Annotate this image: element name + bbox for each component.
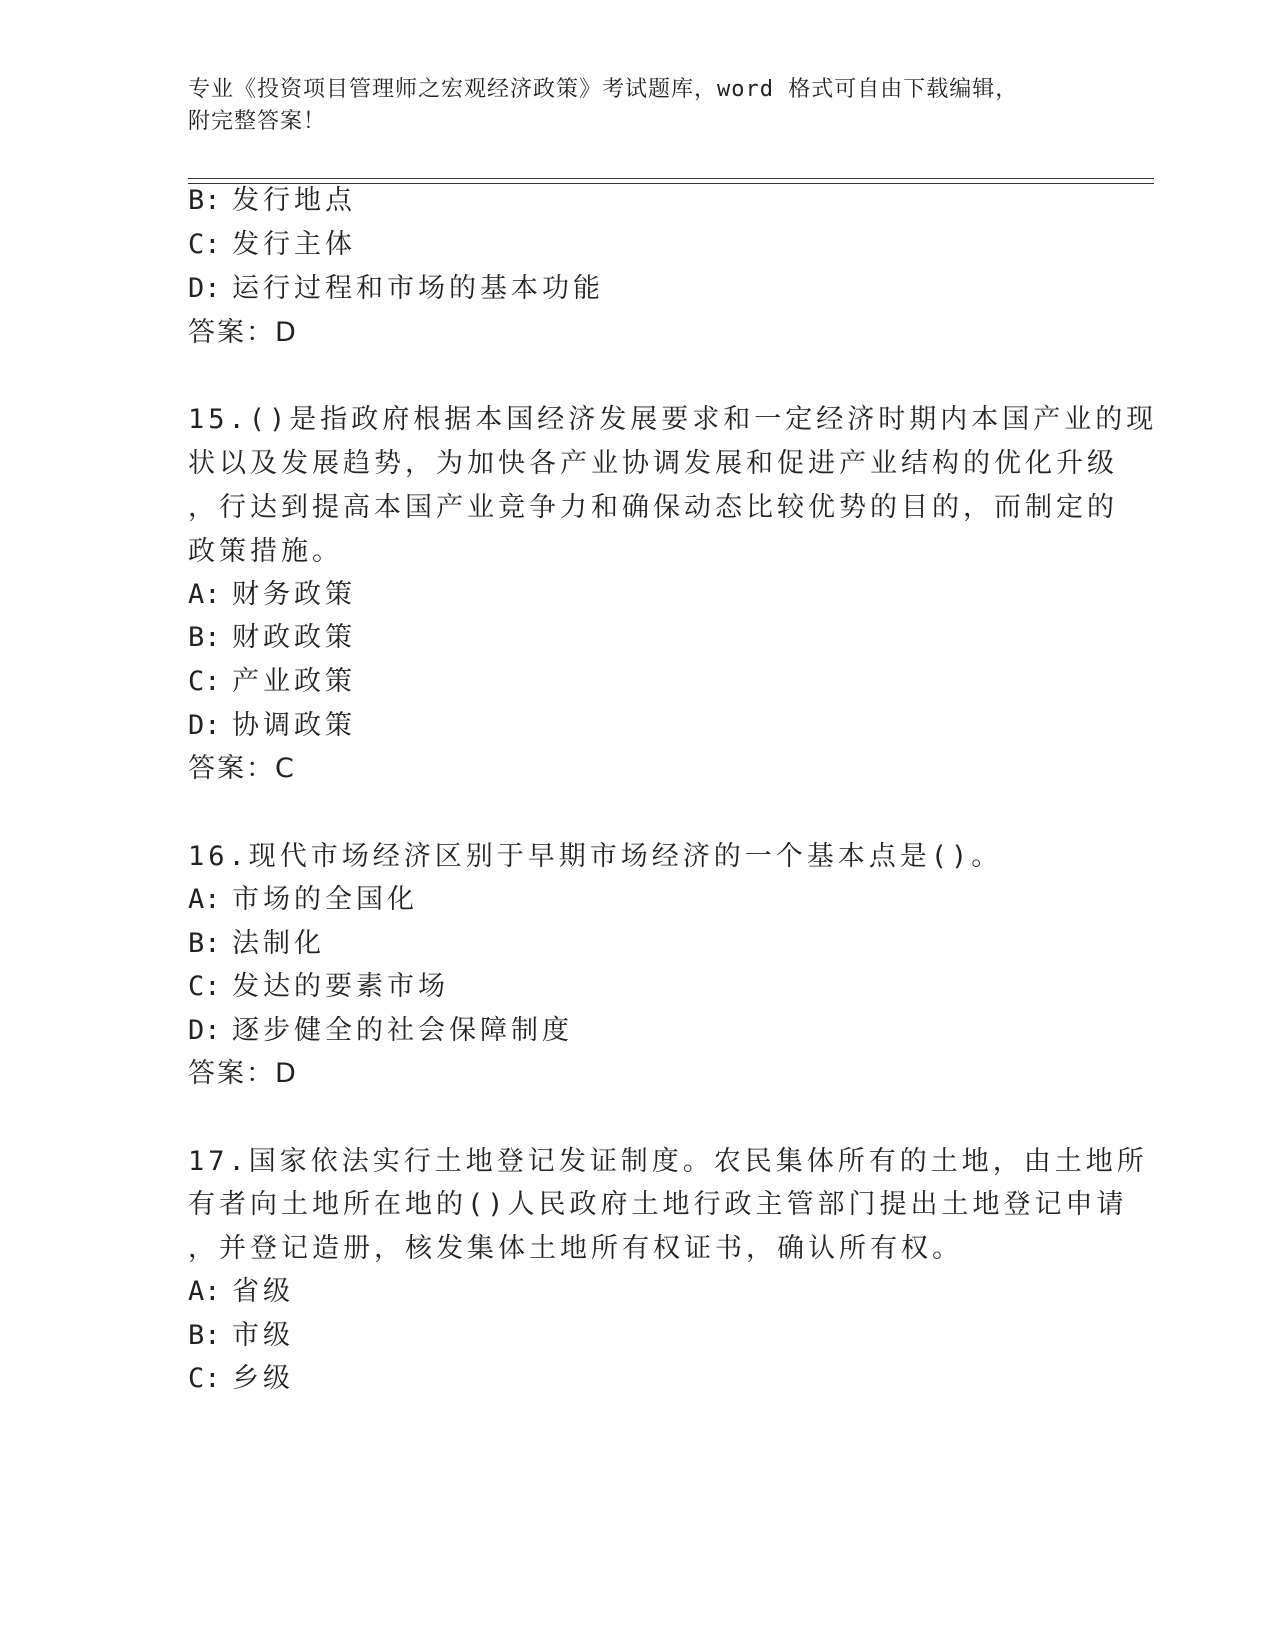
option-letter: A:	[188, 1276, 221, 1307]
option-letter: A:	[188, 884, 221, 915]
option-letter: C:	[188, 229, 221, 260]
option-text: 发达的要素市场	[232, 971, 449, 1002]
q16-option-b	[188, 921, 325, 967]
q15-option-c	[188, 659, 356, 705]
option-text: 财务政策	[232, 579, 356, 610]
q17-option-c	[188, 1356, 294, 1402]
q14-option-d	[188, 266, 604, 312]
q17-option-b	[188, 1313, 294, 1359]
option-letter: B:	[188, 622, 221, 653]
document-header	[188, 74, 1068, 138]
q16-stem-line-1: 16.现代市场经济区别于早期市场经济的一个基本点是()。	[188, 841, 1003, 872]
q15-option-b	[188, 615, 356, 661]
option-text: 市场的全国化	[232, 884, 418, 915]
option-text: 逐步健全的社会保障制度	[232, 1015, 573, 1046]
option-letter: D:	[188, 273, 221, 304]
option-text: 协调政策	[232, 710, 356, 741]
q15-stem-line-4: 政策措施。	[188, 536, 343, 567]
q15-stem-line-1: 15.()是指政府根据本国经济发展要求和一定经济时期内本国产业的现	[188, 404, 1158, 435]
q15-option-d	[188, 703, 356, 749]
option-letter: D:	[188, 1015, 221, 1046]
q16-option-d	[188, 1008, 573, 1054]
q17-stem-line-1: 17.国家依法实行土地登记发证制度。农民集体所有的土地，由土地所	[188, 1146, 1148, 1177]
q16-option-c	[188, 964, 449, 1010]
option-letter: D:	[188, 710, 221, 741]
option-text: 运行过程和市场的基本功能	[232, 273, 604, 304]
option-letter: C:	[188, 1363, 221, 1394]
option-letter: B:	[188, 928, 221, 959]
q17-stem-line-2: 有者向土地所在地的()人民政府土地行政主管部门提出土地登记申请	[188, 1189, 1128, 1220]
q16-option-a	[188, 877, 418, 923]
option-text: 市级	[232, 1320, 294, 1351]
option-text: 财政政策	[232, 622, 356, 653]
q14-option-b	[188, 178, 356, 224]
option-letter: B:	[188, 185, 221, 216]
q17-stem-line-3: ，并登记造册，核发集体土地所有权证书，确认所有权。	[188, 1233, 963, 1264]
q15-stem-line-2: 状以及发展趋势，为加快各产业协调发展和促进产业结构的优化升级	[188, 448, 1118, 479]
option-letter: A:	[188, 579, 221, 610]
header-line-2: 附完整答案！	[188, 109, 327, 134]
option-text: 发行地点	[232, 185, 356, 216]
option-text: 产业政策	[232, 666, 356, 697]
option-text: 法制化	[232, 928, 325, 959]
q16-answer: 答案：D	[188, 1058, 298, 1089]
option-letter: B:	[188, 1320, 221, 1351]
q15-stem-line-3: ，行达到提高本国产业竞争力和确保动态比较优势的目的，而制定的	[188, 492, 1118, 523]
option-text: 乡级	[232, 1363, 294, 1394]
q14-option-c	[188, 222, 356, 268]
option-letter: C:	[188, 666, 221, 697]
q14-answer: 答案：D	[188, 317, 298, 348]
header-line-1: 专业《投资项目管理师之宏观经济政策》考试题库，word 格式可自由下载编辑，	[188, 77, 1019, 102]
q15-option-a	[188, 572, 356, 618]
option-text: 省级	[232, 1276, 294, 1307]
q15-answer: 答案：C	[188, 753, 296, 784]
option-text: 发行主体	[232, 229, 356, 260]
option-letter: C:	[188, 971, 221, 1002]
q17-option-a	[188, 1269, 294, 1315]
